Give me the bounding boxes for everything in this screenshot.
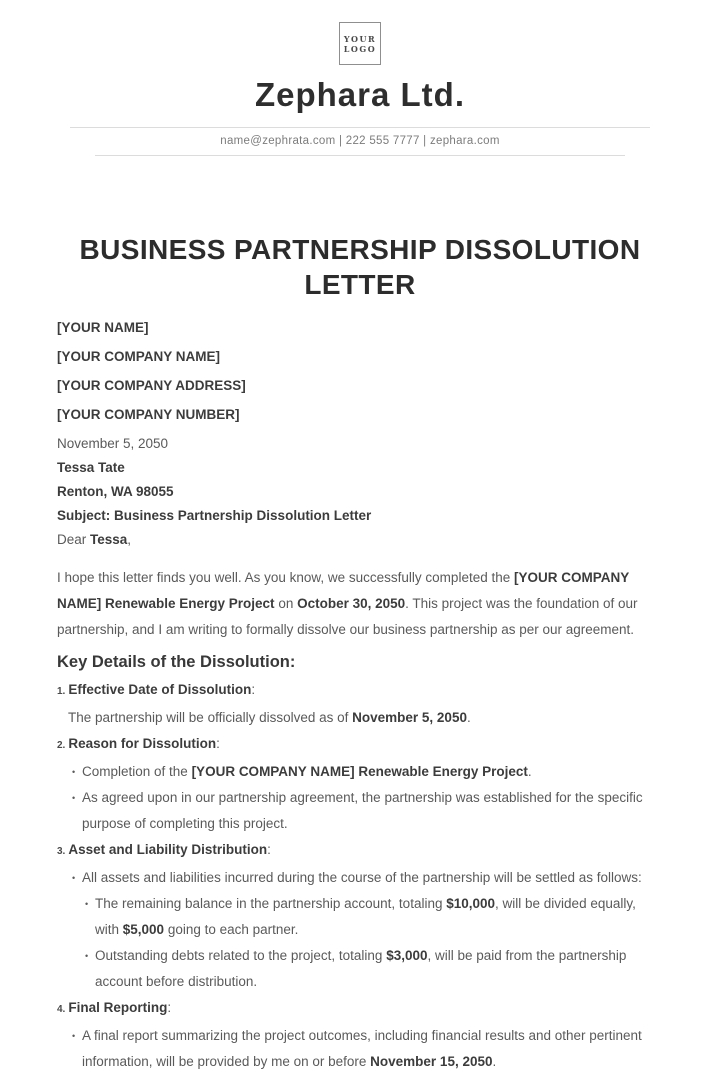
bold-text: $10,000 [446,896,496,911]
bullet-item [57,785,663,837]
divider-bottom [95,155,625,156]
item-title: Effective Date of Dissolution [68,682,252,697]
bold-text: November 5, 2050 [352,710,467,725]
bullet-item [70,943,663,995]
plain-text: A final report summarizing the project outcomes, including financial results and other pertinent information, will be provided by me on or before [82,1028,642,1069]
bold-text: [YOUR COMPANY NAME] Renewable Energy Project [191,764,528,779]
list-item [57,837,663,995]
plain-text: , will be divided equally, with [95,896,636,937]
item-number: 2. [57,740,66,751]
address-line: [YOUR COMPANY ADDRESS] [57,378,246,393]
address-line: [YOUR NAME] [57,320,149,335]
bullet-text [82,865,663,891]
sub-bullet-group [57,891,663,995]
plain-text: . [527,764,532,779]
bold-text: $3,000 [386,948,428,963]
bullet-text [95,891,663,943]
item-colon: : [167,1000,172,1015]
item-colon: : [216,736,220,751]
letterhead [0,0,720,156]
bullet-dot-icon: • [85,951,89,961]
divider-top [70,127,650,128]
item-colon: : [251,682,256,697]
bold-text: [YOUR COMPANY NAME] Renewable Energy Project [57,570,629,611]
list-item-heading [57,677,663,705]
plain-text: I hope this letter finds you well. As you know, we successfully completed the [57,570,514,585]
plain-text: The remaining balance in the partnership account, totaling [95,896,447,911]
plain-text: on [274,596,298,611]
intro-paragraph [57,565,663,643]
plain-text: The partnership will be officially dissolved as of [68,710,353,725]
address-line: Subject: Business Partnership Dissolution Letter [57,508,372,523]
address-line: Tessa Tate [57,460,125,475]
address-block [57,320,663,548]
logo-text-line2: LOGO [343,43,377,54]
bullet-item [57,759,663,785]
logo-text-line1: YOUR [343,33,377,44]
plain-text: , will be paid from the partnership account before distribution. [95,948,627,989]
bullet-text [82,785,663,837]
item-number: 3. [57,846,66,857]
list-item [57,677,663,731]
bold-text: October 30, 2050 [297,596,406,611]
item-number: 1. [57,686,66,697]
address-line [57,532,663,548]
plain-text: Outstanding debts related to the project, totaling [95,948,387,963]
bold-text: $5,000 [122,922,165,937]
bullet-dot-icon: • [72,793,76,803]
bullet-text [95,943,663,995]
bullet-text [82,759,663,785]
plain-text: going to each partner. [164,922,299,937]
bullet-item [57,1023,663,1075]
list-item-heading [57,731,663,759]
address-line: [YOUR COMPANY NUMBER] [57,407,240,422]
plain-text: . [466,710,471,725]
bold-text: November 15, 2050 [370,1054,493,1069]
contact-line: name@zephrata.com | 222 555 7777 | zephara.com [220,135,500,147]
plain-text: . [492,1054,497,1069]
item-title: Asset and Liability Distribution [68,842,268,857]
bullet-dot-icon: • [72,767,76,777]
plain-text: , [127,532,132,547]
list-item [57,995,663,1075]
address-line: [YOUR COMPANY NAME] [57,349,221,364]
bullet-item [70,891,663,943]
logo-placeholder-box [339,22,381,65]
key-details-list [57,677,663,1075]
plain-text: Completion of the [82,764,192,779]
list-item-heading [57,837,663,865]
bullet-dot-icon: • [72,873,76,883]
company-name: Zephara Ltd. [254,76,466,113]
list-item [57,731,663,837]
bullet-dot-icon: • [72,1031,76,1041]
item-title: Reason for Dissolution [68,736,217,751]
bullet-item [57,865,663,891]
item-title: Final Reporting [68,1000,168,1015]
item-body-line [57,705,663,731]
plain-text: As agreed upon in our partnership agreement, the partnership was established for the specific purpose of completing this project. [82,790,643,831]
letter-body [57,320,663,1075]
plain-text: Dear [57,532,91,547]
key-details-heading: Key Details of the Dissolution: [57,653,296,671]
address-line: November 5, 2050 [57,436,169,451]
plain-text: . This project was the foundation of our partnership, and I am writing to formally dissolve our business partnership as per our agreement. [57,596,638,637]
item-number: 4. [57,1004,66,1015]
item-colon: : [267,842,271,857]
bullet-dot-icon: • [85,899,89,909]
address-line: Renton, WA 98055 [57,484,174,499]
bullet-text [82,1023,663,1075]
plain-text: All assets and liabilities incurred during the course of the partnership will be settled as follows: [82,870,642,885]
list-item-heading [57,995,663,1023]
bold-text: Tessa [90,532,128,547]
letter-title: BUSINESS PARTNERSHIP DISSOLUTION LETTER [79,234,641,300]
